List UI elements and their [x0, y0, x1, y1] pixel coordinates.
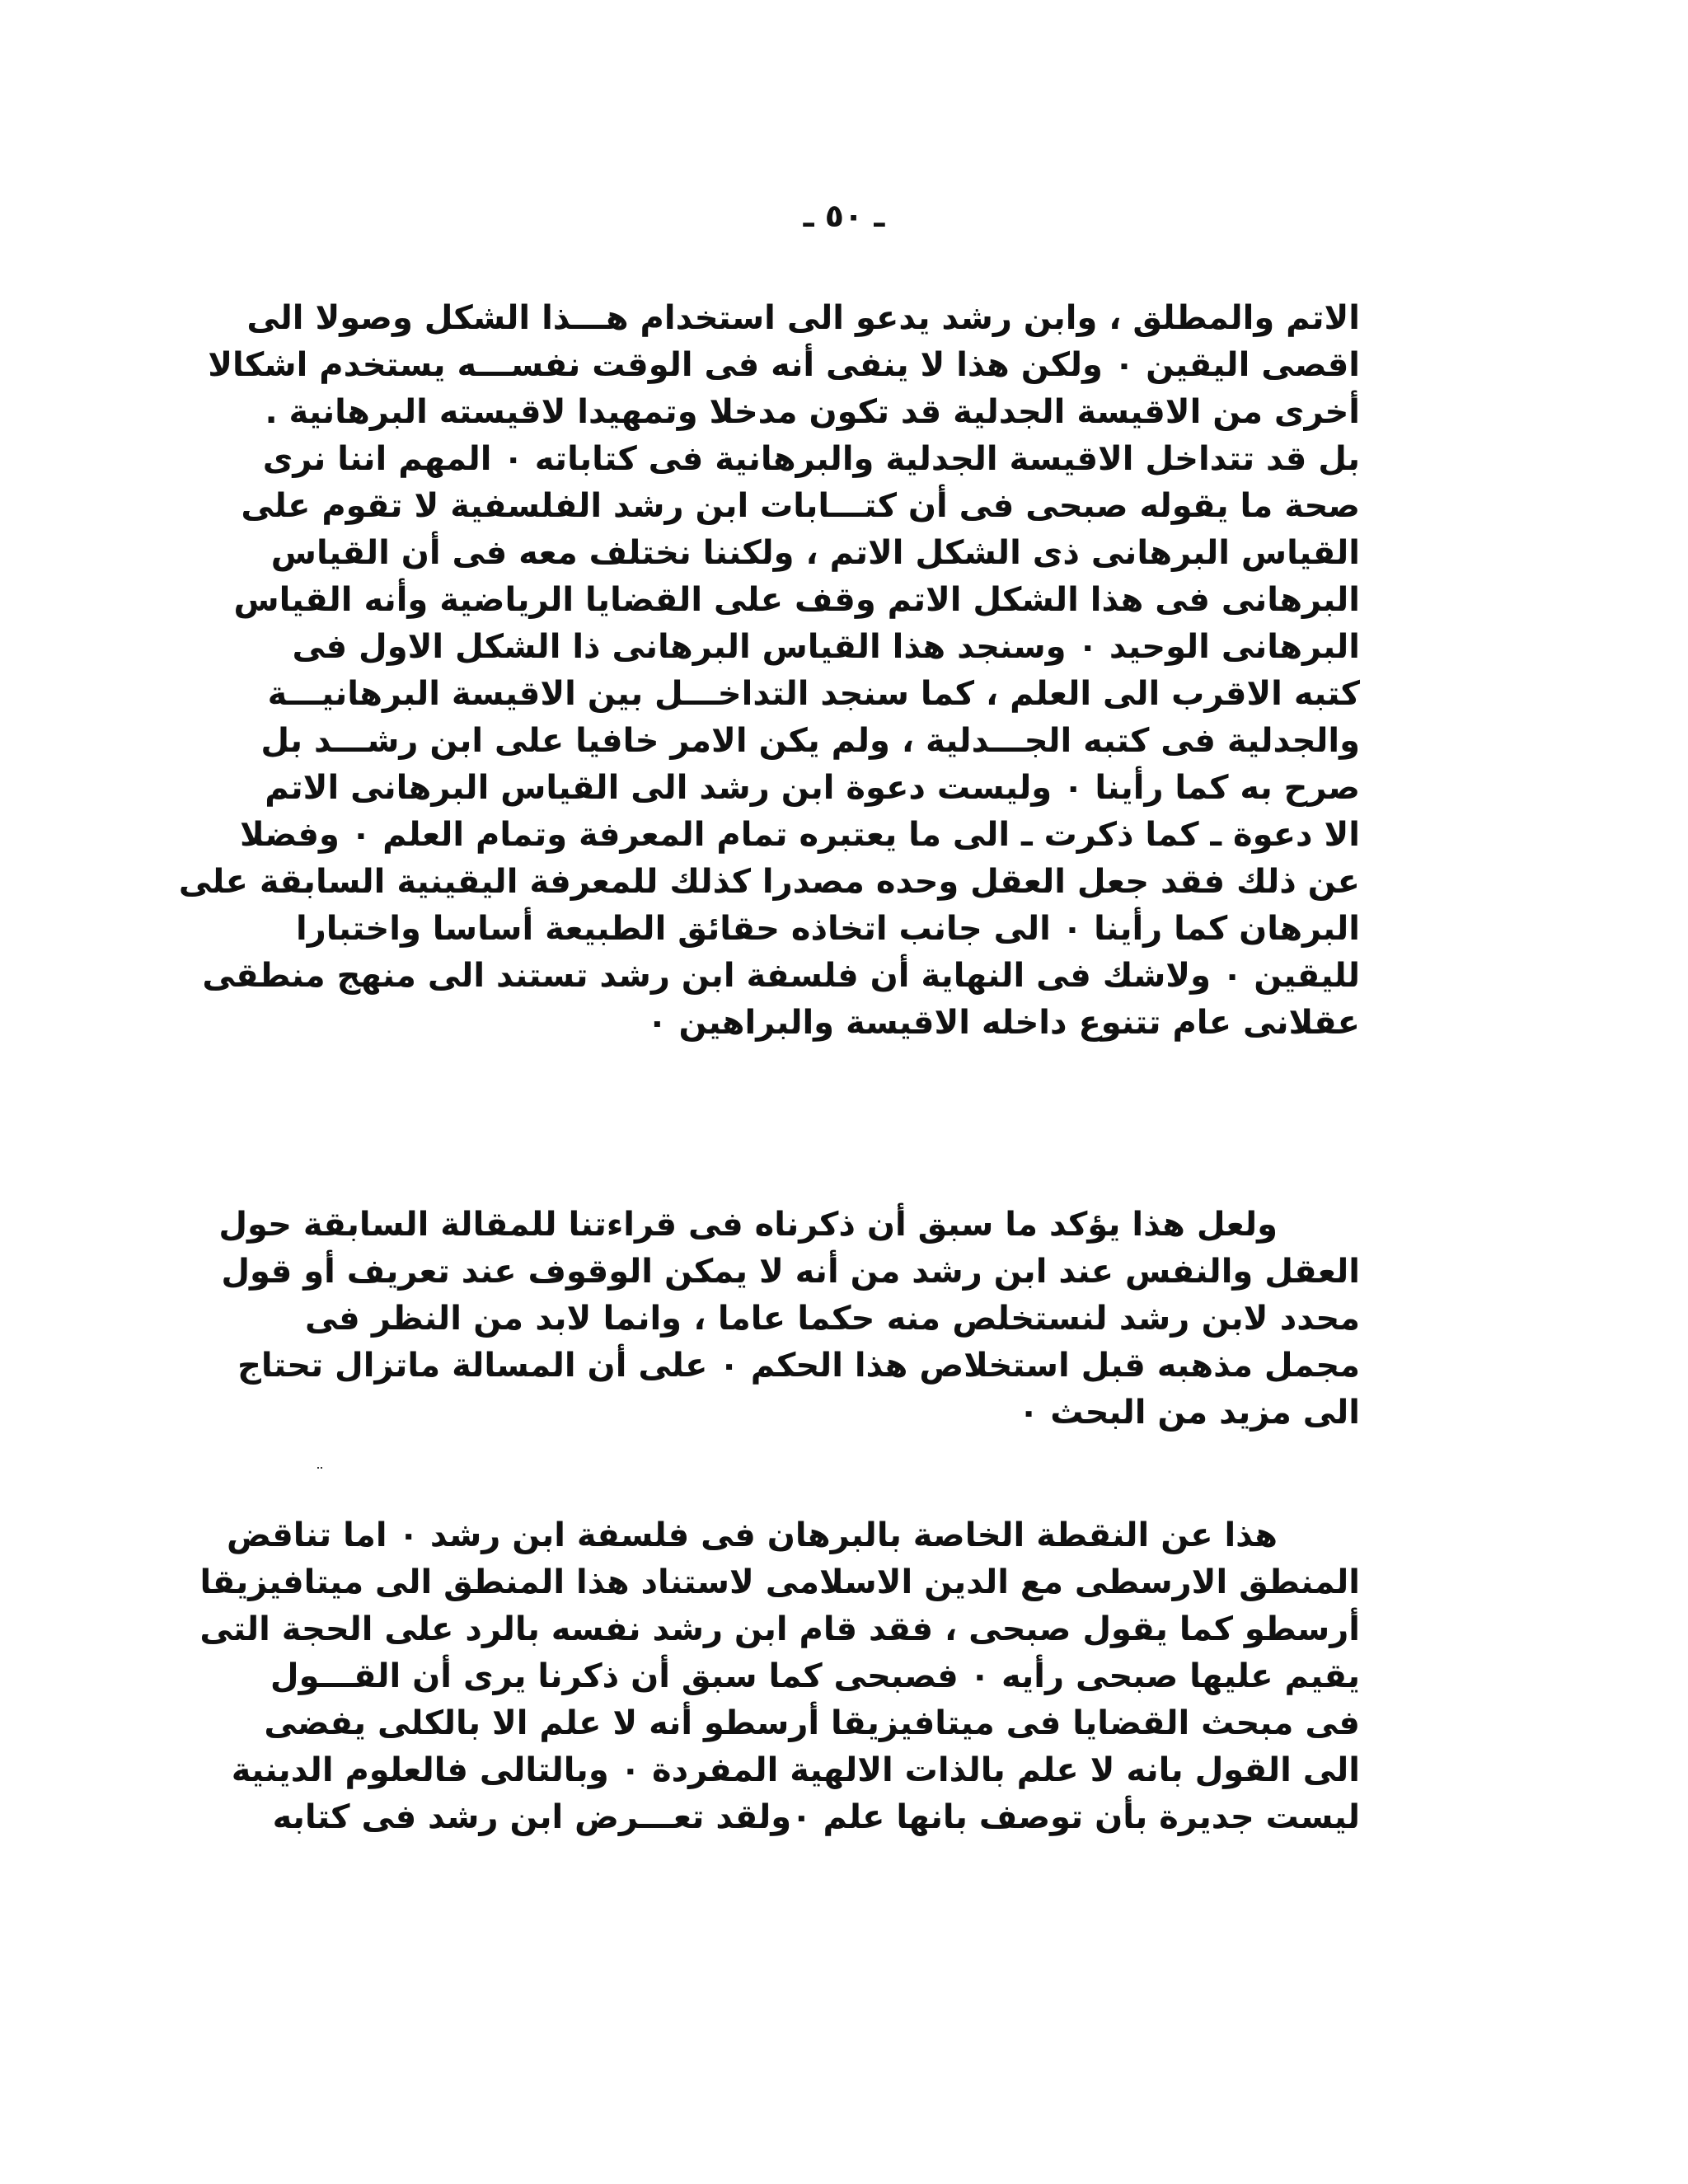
text-line: البرهانى الوحيد ٠ وسنجد هذا القياس البرهانى ذا الشكل الاول فى — [292, 628, 1360, 666]
text-line: القياس البرهانى ذى الشكل الاتم ، ولكننا نختلف معه فى أن القياس — [270, 534, 1360, 572]
text-line: عن ذلك فقد جعل العقل وحده مصدرا كذلك للمعرفة اليقينية السابقة على — [178, 863, 1360, 901]
text-line: صرح به كما رأينا ٠ وليست دعوة ابن رشد الى القياس البرهانى الاتم — [265, 769, 1360, 807]
text-line: أرسطو كما يقول صبحى ، فقد قام ابن رشد نفسه بالرد على الحجة التى — [199, 1610, 1360, 1648]
text-line: بل قد تتداخل الاقيسة الجدلية والبرهانية فى كتاباته ٠ المهم اننا نرى — [262, 440, 1360, 478]
paragraph-1 — [178, 295, 1360, 1047]
text-line: المنطق الارسطى مع الدين الاسلامى لاستناد هذا المنطق الى ميتافيزيقا — [199, 1563, 1360, 1601]
text-line: أخرى من الاقيسة الجدلية قد تكون مدخلا وتمهيدا لاقيسته البرهانية . — [265, 393, 1360, 431]
text-line: لليقين ٠ ولاشك فى النهاية أن فلسفة ابن رشد تستند الى منهج منطقى — [202, 957, 1360, 995]
text-line: العقل والنفس عند ابن رشد من أنه لا يمكن الوقوف عند تعريف أو قول — [221, 1253, 1360, 1291]
text-line: مجمل مذهبه قبل استخلاص هذا الحكم ٠ على أن المسالة ماتزال تحتاج — [237, 1347, 1360, 1385]
text-line: محدد لابن رشد لنستخلص منه حكما عاما ، وانما لابد من النظر فى — [305, 1300, 1360, 1338]
paragraph-2 — [218, 1202, 1360, 1436]
text-line: كتبه الاقرب الى العلم ، كما سنجد التداخـــل بين الاقيسة البرهانيـــة — [267, 675, 1360, 713]
text-line: الى القول بانه لا علم بالذات الالهية المفردة ٠ وبالتالى فالعلوم الدينية — [231, 1751, 1360, 1789]
text-line: فى مبحث القضايا فى ميتافيزيقا أرسطو أنه لا علم الا بالكلى يفضى — [264, 1704, 1360, 1742]
text-line: البرهان كما رأينا ٠ الى جانب اتخاذه حقائق الطبيعة أساسا واختبارا — [296, 910, 1360, 948]
text-line: اقصى اليقين ٠ ولكن هذا لا ينفى أنه فى الوقت نفســـه يستخدم اشكالا — [208, 346, 1360, 384]
text-line: يقيم عليها صبحى رأيه ٠ فصبحى كما سبق أن ذكرنا يرى أن القـــول — [270, 1657, 1360, 1695]
text-line: الاتم والمطلق ، وابن رشد يدعو الى استخدام هـــذا الشكل وصولا الى — [246, 299, 1360, 337]
text-line: ليست جديرة بأن توصف بانها علم ٠ولقد تعـــرض ابن رشد فى كتابه — [272, 1798, 1360, 1836]
paragraph-3 — [199, 1512, 1360, 1841]
text-line: الى مزيد من البحث ٠ — [1018, 1394, 1360, 1432]
text-line: الا دعوة ـ كما ذكرت ـ الى ما يعتبره تمام المعرفة وتمام العلم ٠ وفضلا — [240, 816, 1360, 854]
text-line: والجدلية فى كتبه الجـــدلية ، ولم يكن الامر خافيا على ابن رشـــد بل — [260, 722, 1360, 760]
text-line: هذا عن النقطة الخاصة بالبرهان فى فلسفة ابن رشد ٠ اما تناقض — [227, 1516, 1278, 1554]
page-number: ـ ٥٠ ـ — [803, 198, 885, 234]
text-line: عقلانى عام تتنوع داخله الاقيسة والبراهين ٠ — [647, 1004, 1360, 1042]
text-line: البرهانى فى هذا الشكل الاتم وقف على القضايا الرياضية وأنه القياس — [233, 581, 1360, 619]
text-line: ولعل هذا يؤكد ما سبق أن ذكرناه فى قراءتنا للمقالة السابقة حول — [218, 1206, 1278, 1244]
scan-speck — [317, 1467, 322, 1472]
text-line: صحة ما يقوله صبحى فى أن كتـــابات ابن رشد الفلسفية لا تقوم على — [241, 487, 1360, 525]
